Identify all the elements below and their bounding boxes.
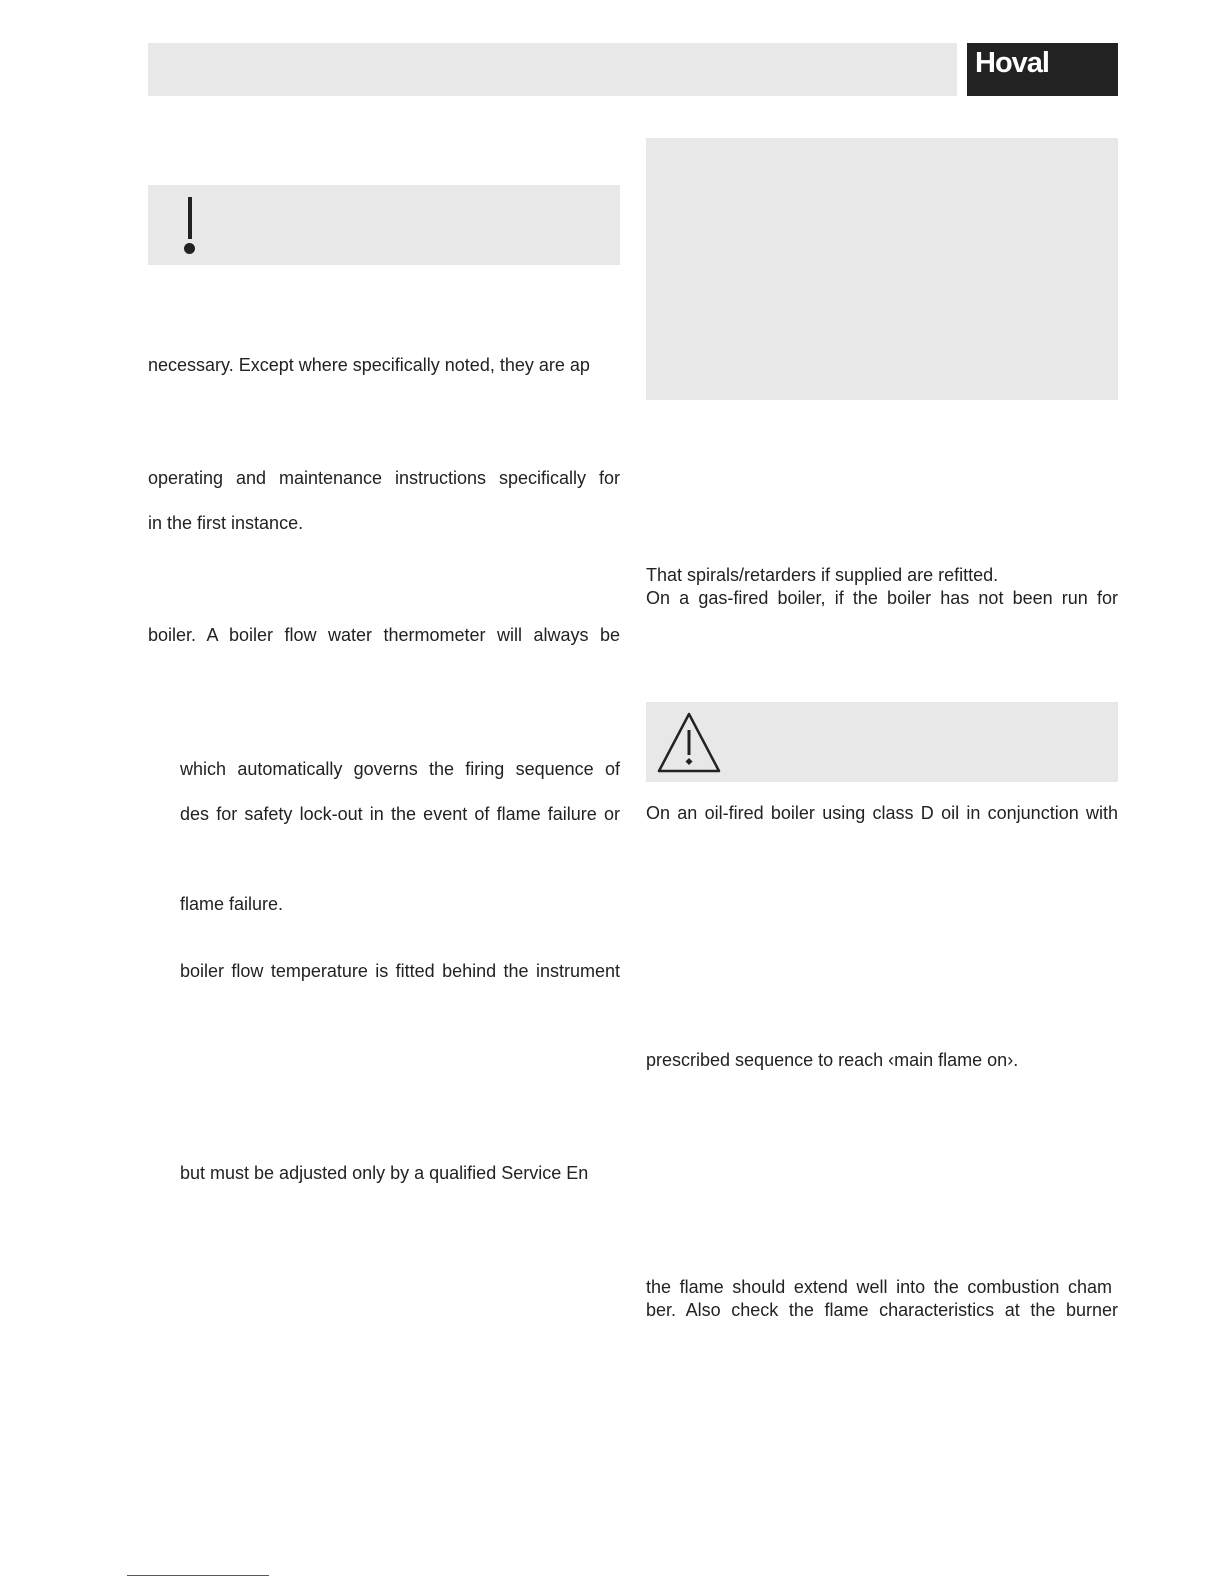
warning-triangle-icon: [656, 710, 722, 774]
footer-rule: [127, 1575, 269, 1576]
body-text-line: flame failure.: [180, 894, 284, 914]
body-text-line: necessary. Except where specifically noted, they are ap: [148, 355, 590, 375]
body-text-line: boiler flow temperature is fitted behind the instrument: [180, 961, 620, 981]
body-text-line: but must be adjusted only by a qualified Service En: [180, 1163, 589, 1183]
body-text-line: That spirals/retarders if supplied are refitted.: [646, 565, 999, 585]
body-text-line: boiler. A boiler flow water thermometer will always be: [148, 625, 620, 645]
header-bar: [148, 43, 957, 96]
warning-box: [646, 702, 1118, 782]
logo-text: Hoval: [975, 47, 1049, 79]
body-text-line: prescribed sequence to reach ‹main flame on›.: [646, 1050, 1019, 1070]
logo: [967, 43, 1118, 96]
body-text-line: On an oil-fired boiler using class D oil in conjunction with: [646, 803, 1118, 823]
body-text-line: On a gas-fired boiler, if the boiler has not been run for: [646, 588, 1118, 608]
body-text-line: which automatically governs the firing sequence of: [180, 759, 620, 779]
body-text-line: operating and maintenance instructions specifically for: [148, 468, 620, 488]
body-text-line: the flame should extend well into the combustion cham: [646, 1277, 1112, 1297]
gray-panel: [646, 138, 1118, 400]
note-box: [148, 185, 620, 265]
body-text-line: des for safety lock-out in the event of flame failure or: [180, 804, 620, 824]
body-text-line: ber. Also check the flame characteristics at the burner: [646, 1300, 1118, 1320]
body-text-line: in the first instance.: [148, 513, 304, 533]
